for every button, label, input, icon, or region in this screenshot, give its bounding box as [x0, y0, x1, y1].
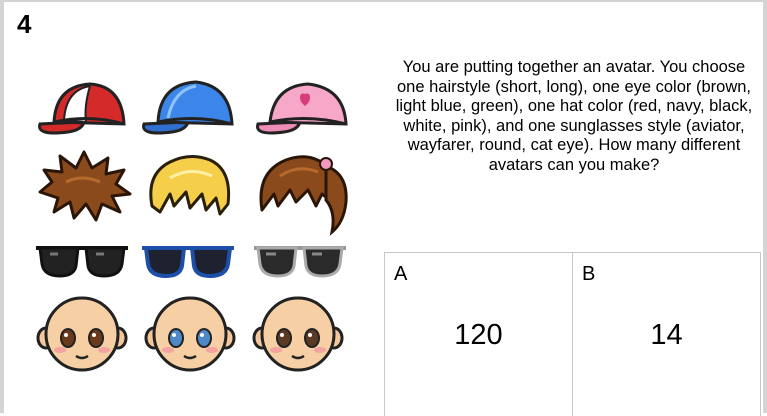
brown-eyes-face-icon: [38, 296, 126, 372]
answer-option-b[interactable]: [573, 253, 761, 416]
brown-spiky-hair-icon: [36, 152, 132, 224]
answer-value: 14: [650, 319, 683, 351]
answer-value: 120: [454, 319, 503, 351]
answer-grid: [384, 252, 761, 416]
gray-aviator-sunglasses-icon: [254, 242, 346, 278]
black-wayfarer-sunglasses-icon: [36, 242, 128, 278]
question-text: You are putting together an avatar. You choose one hairstyle (short, long), one eye color (brown, light blue, green), one hat color (red, navy, black, white, pink), and one sunglasses style (aviator, wayfarer, round, cat eye). How many different avatars can you make?: [395, 58, 753, 174]
red-cap-icon: [34, 78, 126, 136]
pink-cap-icon: [254, 80, 350, 136]
blue-sunglasses-icon: [142, 242, 234, 278]
blue-eyes-face-icon: [146, 296, 234, 372]
answer-letter: A: [394, 263, 408, 285]
answer-letter: B: [582, 263, 596, 285]
blue-cap-icon: [138, 78, 234, 136]
brown-ponytail-hair-icon: [256, 150, 352, 234]
blonde-hair-icon: [146, 154, 232, 224]
question-number: 4: [17, 9, 32, 39]
brown-eyes-face-icon-2: [254, 296, 342, 372]
answer-option-a[interactable]: [384, 253, 573, 416]
avatar-parts-illustration: [28, 70, 368, 415]
